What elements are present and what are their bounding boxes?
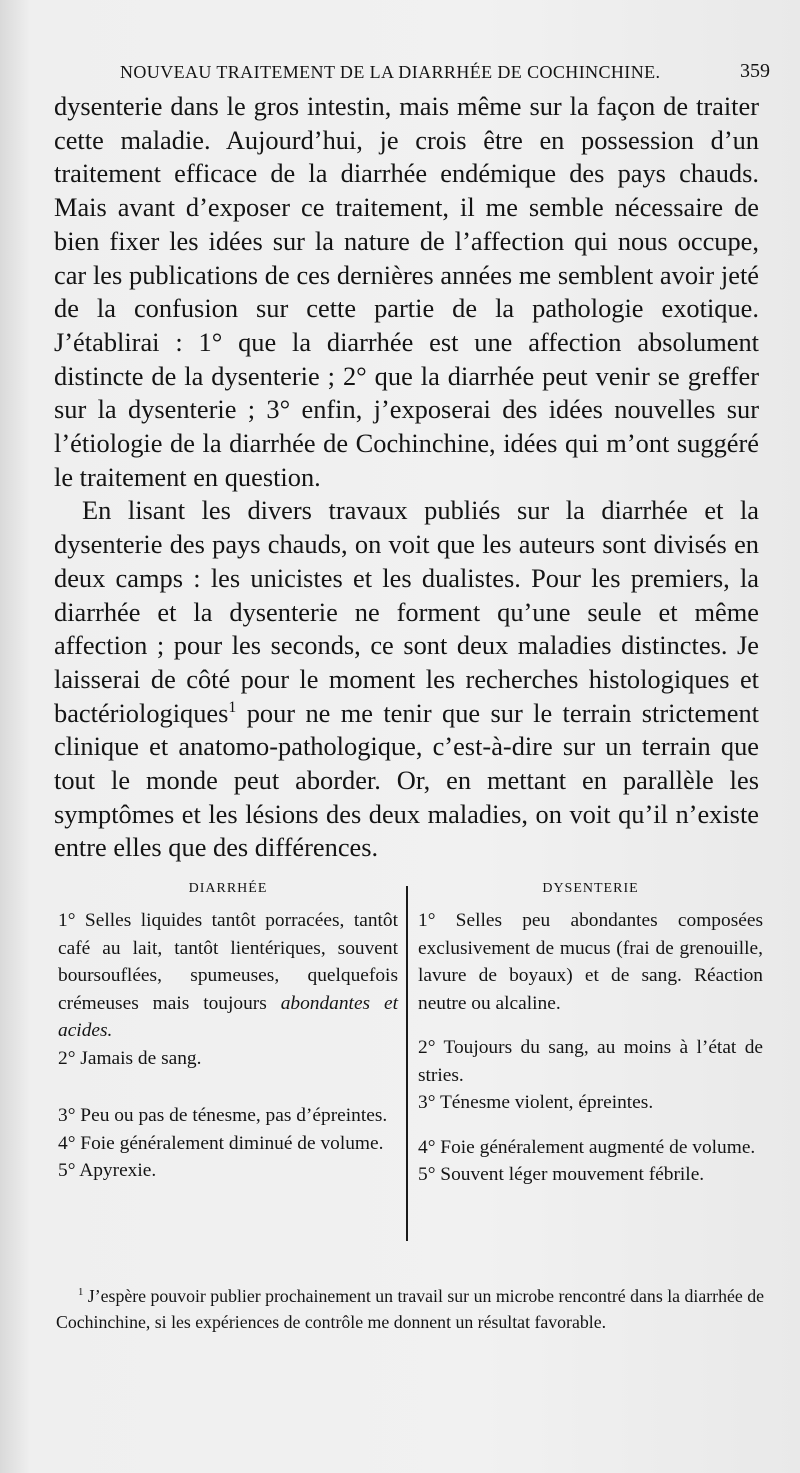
dysenterie-item-2: 2° Toujours du sang, au moins à l’état de stries. — [418, 1037, 763, 1086]
diarrhee-heading: DIARRHÉE — [188, 881, 268, 896]
column-divider — [406, 886, 408, 1241]
paragraph-2-part-2: pour ne me tenir que sur le terrain strictement clinique et anatomo-pathologique, c’est-à-dire sur un terrain que tout le monde peut aborder. Or, en mettant en parallèle les symptômes et les lésions des deux maladies, on voit qu’il n’existe entre elles que des différences. — [54, 697, 759, 863]
page-header — [120, 58, 770, 88]
page-number: 359 — [740, 60, 770, 82]
diarrhee-item-5: 5° Apyrexie. — [58, 1160, 157, 1181]
footnote — [56, 1283, 764, 1335]
footnote-reference: 1 — [228, 698, 237, 716]
diarrhee-item-1 — [58, 907, 398, 1045]
diarrhee-column — [58, 880, 398, 1185]
dysenterie-item-4: 4° Foie généralement augmenté de volume. — [418, 1136, 756, 1158]
diarrhee-item-1-emphasis: abondantes et acides. — [58, 992, 399, 1041]
dysenterie-column — [418, 880, 763, 1189]
running-title: NOUVEAU TRAITEMENT DE LA DIARRHÉE DE COCHINCHINE. — [120, 62, 661, 82]
dysenterie-heading: DYSENTERIE — [542, 881, 639, 896]
diarrhee-item-1-text: 1° Selles liquides tantôt porracées, tantôt café au lait, tantôt lientériques, souvent boursouflées, spumeuses, quelquefois crémeuses mais toujours — [58, 910, 398, 1014]
diarrhee-item-2: 2° Jamais de sang. — [58, 1047, 202, 1069]
comparison-table — [58, 880, 763, 1250]
footnote-mark: 1 — [78, 1286, 84, 1299]
diarrhee-item-3: 3° Peu ou pas de ténesme, pas d’épreintes. — [58, 1105, 388, 1126]
main-text — [54, 90, 759, 865]
paragraph-2-part-1: En lisant les divers travaux publiés sur la diarrhée et la dysenterie des pays chauds, on voit que les auteurs sont divisés en deux camps : les unicistes et les dualistes. Pour les premiers, la diarrhée et la dysenterie ne forment qu’une seule et même affection ; pour les seconds, ce sont deux maladies distinctes. Je laisserai de côté pour le moment les recherches histologiques et bactériologiques — [54, 495, 759, 728]
paragraph-2 — [54, 494, 759, 865]
dysenterie-item-5: 5° Souvent léger mouvement fébrile. — [418, 1164, 705, 1185]
footnote-text: J’espère pouvoir publier prochainement un travail sur un microbe rencontré dans la diarrhée de Cochinchine, si les expériences de contrôle me donnent un résultat favorable. — [56, 1286, 764, 1332]
paragraph-1: dysenterie dans le gros intestin, mais même sur la façon de traiter cette maladie. Aujourd’hui, je crois être en possession d’un traitement efficace de la diarrhée endémique des pays chauds. Mais avant d’exposer ce traitement, il me semble nécessaire de bien fixer les idées sur la nature de l’affection qui nous occupe, car les publications de ces dernières années me semblent avoir jeté de la confusion sur cette partie de la pathologie exotique. J’établirai : 1° que la diarrhée est une affection absolument distincte de la dysenterie ; 2° que la diarrhée peut venir se greffer sur la dysenterie ; 3° enfin, j’exposerai des idées nouvelles sur l’étiologie de la diarrhée de Cochinchine, idées qui m’ont suggéré le traitement en question. — [54, 91, 759, 492]
dysenterie-item-3: 3° Ténesme violent, épreintes. — [418, 1092, 654, 1113]
dysenterie-item-1: 1° Selles peu abondantes composées exclusivement de mucus (frai de grenouille, lavure de boyaux) et de sang. Réaction neutre ou alcaline. — [418, 910, 763, 1014]
diarrhee-item-4: 4° Foie généralement diminué de volume. — [58, 1132, 384, 1154]
